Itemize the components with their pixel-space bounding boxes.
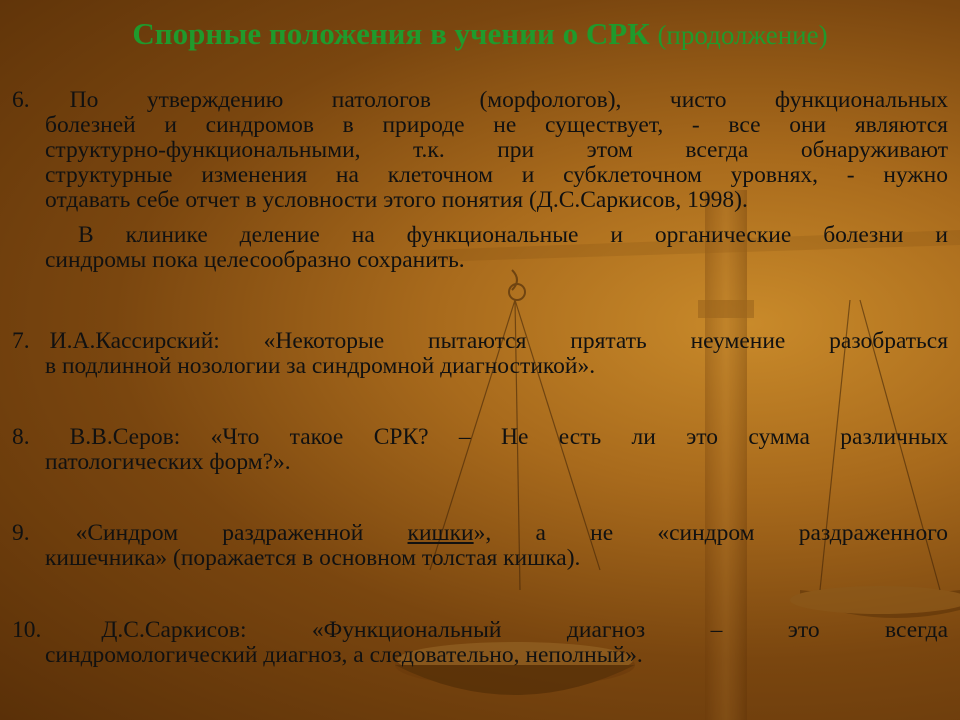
item-7-line-2: в подлинной нозологии за синдромной диагностикой». — [45, 353, 596, 379]
item-number: 10. — [12, 617, 42, 643]
item-8-line-2: патологических форм?». — [45, 449, 291, 475]
item-text: В.В.Серов: «Что такое СРК? – Не есть ли это сумма различных — [69, 424, 948, 450]
item-6-line-5: отдавать себе отчет в условности этого понятия (Д.С.Саркисов, 1998). — [45, 187, 748, 213]
item-number: 8. — [12, 424, 30, 450]
item-text: И.А.Кассирский: «Некоторые пытаются прятать неумение разобраться — [49, 328, 948, 354]
item-10-line-2: синдромологический диагноз, а следовательно, неполный». — [45, 642, 643, 668]
item-text: Д.С.Саркисов: «Функциональный диагноз – это всегда — [101, 617, 948, 643]
item-8-line-1 — [12, 425, 948, 450]
title-subtitle: (продолжение) — [657, 20, 828, 50]
list-item-9 — [12, 521, 948, 571]
item-6-line-4: структурные изменения на клеточном и субклеточном уровнях, - нужно — [45, 162, 948, 188]
item-number: 9. — [12, 520, 30, 546]
item-6-para2-line-1: В клинике деление на функциональные и органические болезни и — [78, 222, 948, 248]
item-text-a: «Синдром раздраженной — [75, 520, 364, 546]
slide-title — [0, 16, 960, 52]
item-6-line-3: структурно-функциональными, т.к. при этом всегда обнаруживают — [45, 137, 948, 163]
item-7-line-1 — [12, 329, 948, 354]
item-text-b: », а не «синдром раздраженного — [473, 520, 949, 546]
item-6-line-2: болезней и синдромов в природе не существует, - все они являются — [45, 112, 948, 138]
list-item-8 — [12, 425, 948, 475]
item-6-para2-line-2: синдромы пока целесообразно сохранить. — [45, 247, 465, 273]
item-10-line-1 — [12, 618, 948, 643]
item-number: 6. — [12, 87, 30, 113]
title-main: Спорные положения в учении о СРК — [132, 16, 650, 51]
item-6-line-1 — [12, 88, 948, 113]
item-9-line-1 — [12, 521, 948, 546]
list-item-7 — [12, 329, 948, 379]
item-9-line-2: кишечника» (поражается в основном толстая кишка). — [45, 545, 581, 571]
list-item-6 — [12, 88, 948, 273]
item-text: По утверждению патологов (морфологов), чисто функциональных — [69, 87, 948, 113]
list-item-10 — [12, 618, 948, 668]
item-number: 7. — [12, 328, 30, 354]
item-text-underlined: кишки — [407, 520, 474, 546]
